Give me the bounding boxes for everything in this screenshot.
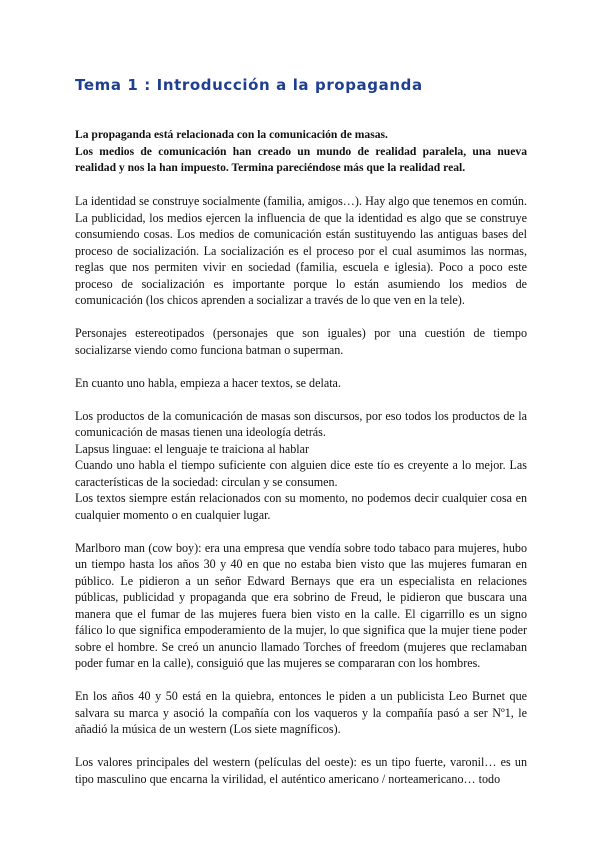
paragraph-western: Los valores principales del western (películas del oeste): es un tipo fuerte, varonil… es un tipo masculino que encarna la virilidad, el auténtico americano / norteamericano… todo	[75, 755, 527, 786]
paragraph-group-discourse	[75, 408, 527, 524]
paragraph-identity: La identidad se construye socialmente (familia, amigos…). Hay algo que tenemos en común. La publicidad, los medios ejercen la influencia de que la identidad es algo que se construye consumiendo cosas. Los medios de comunicación están sustituyendo las antiguas bases del proceso de socialización. La socialización es el proceso por el cual asumimos las normas, reglas que nos permiten vivir en sociedad (familia, escuela e iglesia). Poco a poco este proceso de socialización es importante porque lo están asumiendo los medios de comunicación (los chicos aprenden a socializar a través de lo que ven en la tele).	[75, 194, 527, 307]
paragraph-texts: En cuanto uno habla, empieza a hacer textos, se delata.	[75, 375, 341, 390]
paragraph-context: Los textos siempre están relacionados con su momento, no podemos decir cualquier cosa en cualquier momento o en cualquier lugar.	[75, 491, 527, 522]
paragraph-society: Cuando uno habla el tiempo suficiente con alguien dice este tío es creyente a lo mejor. Las características de la sociedad: circulan y se consumen.	[75, 458, 527, 489]
paragraph-lapsus: Lapsus linguae: el lenguaje te traiciona al hablar	[75, 441, 310, 456]
paragraph-discourse: Los productos de la comunicación de masas son discursos, por eso todos los productos de la comunicación de masas tienen una ideología detrás.	[75, 408, 527, 439]
document-body	[75, 127, 527, 804]
paragraph-marlboro: Marlboro man (cow boy): era una empresa que vendía sobre todo tabaco para mujeres, hubo un tiempo hasta los años 30 y 40 en que no estaba bien visto que las mujeres fumaran en público. Le pidieron a un señor Edward Bernays que era un especialista en relaciones públicas, publicidad y propaganda que era sobrino de Freud, le pidieron que buscara una manera que el fumar de las mujeres fuera bien visto en la calle. El cigarrillo es un signo fálico lo que significa empoderamiento de la mujer, lo que significa que la mujer tiene poder sobre el hombre. Se creó un anuncio llamado Torches of freedom (mujeres que reclamaban poder fumar en la calle), consiguió que las mujeres se compararan con los hombres.	[75, 540, 527, 670]
lead-line-2: Los medios de comunicación han creado un mundo de realidad paralela, una nueva realidad y nos la han impuesto. Termina pareciéndose más que la realidad real.	[75, 144, 527, 174]
paragraph-leo-burnet: En los años 40 y 50 está en la quiebra, entonces le piden a un publicista Leo Burnet que salvara su marca y asoció la compañía con los vaqueros y la compañía pasó a ser Nº1, le añadió la música de un western (Los siete magníficos).	[75, 689, 527, 736]
lead-line-1: La propaganda está relacionada con la comunicación de masas.	[75, 128, 388, 141]
paragraph-stereotypes: Personajes estereotipados (personajes que son iguales) por una cuestión de tiempo socializarse viendo como funciona batman o superman.	[75, 326, 527, 357]
lead-summary	[75, 127, 527, 177]
page-title: Tema 1 : Introducción a la propaganda	[75, 76, 423, 94]
